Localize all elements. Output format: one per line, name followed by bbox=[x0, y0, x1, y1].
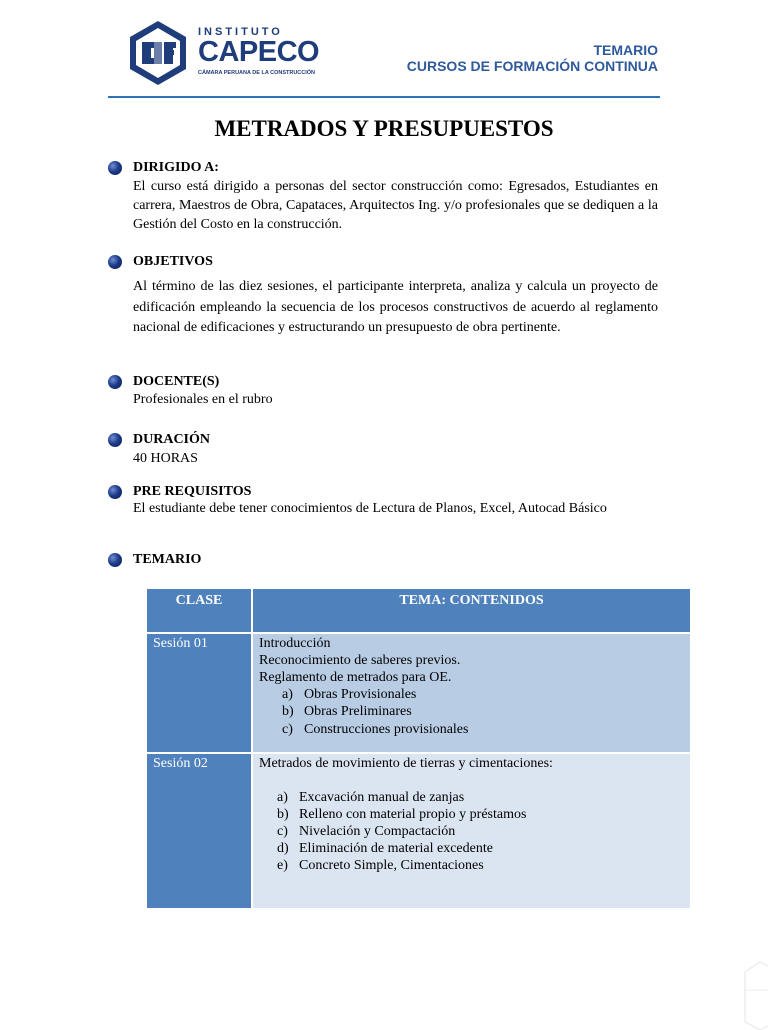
list-letter: c) bbox=[277, 824, 288, 839]
list-item bbox=[259, 857, 684, 874]
section-heading: DIRIGIDO A: bbox=[133, 160, 219, 175]
capeco-logo-icon bbox=[128, 20, 188, 86]
section-body: Profesionales en el rubro bbox=[133, 392, 273, 407]
bullet-icon bbox=[108, 255, 122, 269]
list-letter: a) bbox=[282, 687, 293, 702]
bullet-icon bbox=[108, 485, 122, 499]
table-row bbox=[146, 753, 691, 909]
section-heading: DURACIÓN bbox=[133, 432, 210, 447]
content-line: Reglamento de metrados para OE. bbox=[259, 670, 452, 685]
table-row bbox=[146, 633, 691, 753]
table-header-row bbox=[146, 588, 691, 633]
header-right-title bbox=[407, 42, 658, 74]
content-line: Reconocimiento de saberes previos. bbox=[259, 653, 461, 668]
capeco-logo bbox=[128, 20, 320, 86]
temario-table bbox=[145, 587, 692, 910]
section-body: El estudiante debe tener conocimientos de Lectura de Planos, Excel, Autocad Básico bbox=[133, 501, 607, 516]
session-cell: Sesión 01 bbox=[146, 633, 252, 753]
section-heading: TEMARIO bbox=[133, 552, 202, 567]
page-header bbox=[108, 18, 660, 98]
list-item bbox=[259, 789, 684, 806]
list-item bbox=[259, 686, 684, 703]
list-item bbox=[259, 703, 684, 720]
list-text: Obras Preliminares bbox=[304, 704, 412, 719]
bullet-icon bbox=[108, 161, 122, 175]
list-text: Obras Provisionales bbox=[304, 687, 417, 702]
corner-decoration-icon bbox=[740, 960, 768, 1030]
list-letter: c) bbox=[282, 722, 293, 737]
list-text: Excavación manual de zanjas bbox=[299, 790, 465, 805]
header-cursos: CURSOS DE FORMACIÓN CONTINUA bbox=[406, 58, 658, 74]
header-temario: TEMARIO bbox=[593, 42, 658, 58]
list-text: Relleno con material propio y préstamos bbox=[299, 807, 527, 822]
list-text: Eliminación de material excedente bbox=[299, 841, 493, 856]
section-body: Al término de las diez sesiones, el participante interpreta, analiza y calcula un proyecto de edificación empleando la secuencia de los procesos constructivos de acuerdo al reglamento nacional de edificaciones y estructurando un presupuesto de obra pertinente. bbox=[133, 279, 658, 335]
content-line: Introducción bbox=[259, 636, 331, 651]
list-text: Construcciones provisionales bbox=[304, 722, 469, 737]
content-line: Metrados de movimiento de tierras y cimentaciones: bbox=[259, 756, 553, 771]
list-item bbox=[259, 840, 684, 857]
list-item bbox=[259, 823, 684, 840]
list-letter: b) bbox=[282, 704, 294, 719]
bullet-icon bbox=[108, 433, 122, 447]
header-clase: CLASE bbox=[146, 588, 252, 633]
session-cell: Sesión 02 bbox=[146, 753, 252, 909]
section-heading: PRE REQUISITOS bbox=[133, 484, 252, 499]
section-body: El curso está dirigido a personas del sector construcción como: Egresados, Estudiantes en carrera, Maestros de Obra, Capataces, Arquitectos Ing. y/o profesionales que se dediquen a la Gestión del Costo en la construcción. bbox=[133, 179, 658, 232]
list-letter: d) bbox=[277, 841, 289, 856]
bullet-icon bbox=[108, 553, 122, 567]
logo-top-text: INSTITUTO bbox=[198, 26, 283, 38]
section-heading: OBJETIVOS bbox=[133, 254, 213, 269]
section-body: 40 HORAS bbox=[133, 451, 198, 466]
list-text: Concreto Simple, Cimentaciones bbox=[299, 858, 484, 873]
section-heading: DOCENTE(S) bbox=[133, 374, 220, 389]
contents-cell bbox=[252, 753, 691, 909]
list-item bbox=[259, 806, 684, 823]
bullet-icon bbox=[108, 375, 122, 389]
logo-main-text: CAPECO bbox=[198, 36, 320, 68]
logo-sub-text: CÁMARA PERUANA DE LA CONSTRUCCIÓN bbox=[198, 70, 316, 76]
list-letter: b) bbox=[277, 807, 289, 822]
document-title: METRADOS Y PRESUPUESTOS bbox=[214, 116, 554, 141]
list-letter: e) bbox=[277, 858, 288, 873]
list-text: Nivelación y Compactación bbox=[299, 824, 456, 839]
list-item bbox=[259, 720, 684, 738]
header-tema: TEMA: CONTENIDOS bbox=[252, 588, 691, 633]
contents-cell bbox=[252, 633, 691, 753]
list-letter: a) bbox=[277, 790, 288, 805]
